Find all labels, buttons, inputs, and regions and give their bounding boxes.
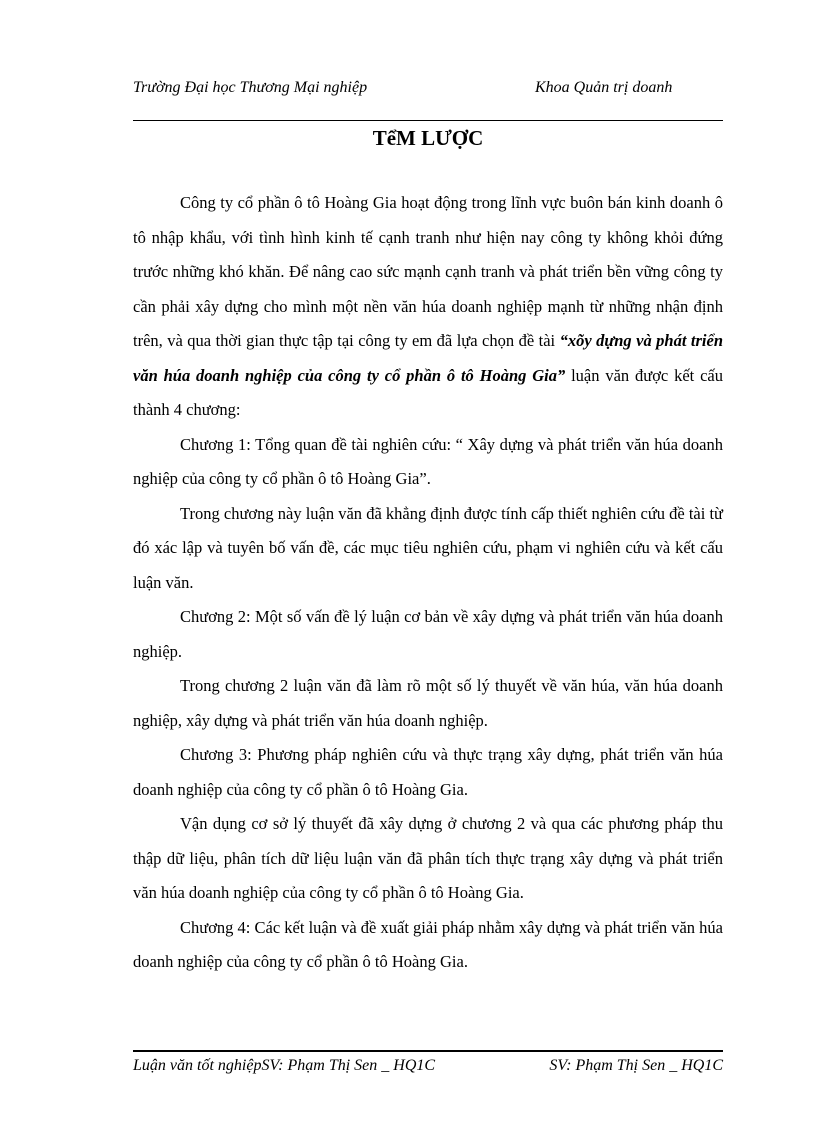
intro-tail: luận văn được kết cấu thành 4 chương: (133, 365, 723, 419)
footer-student: SV: Phạm Thị Sen _ HQ1C (549, 1057, 723, 1074)
paragraph-chapter-2: Chương 2: Một số vấn đề lý luận cơ bản về xây dựng và phát triển văn húa doanh nghiệp. (133, 607, 723, 661)
footer-divider (133, 1050, 723, 1052)
thesis-topic: “xõy dựng và phát triển văn húa doanh nghiệp của công ty cổ phần ô tô Hoàng Gia” (133, 331, 724, 385)
page-title: TểM LƯỢC (372, 126, 484, 150)
footer-thesis-author: Luận văn tốt nghiệpSV: Phạm Thị Sen _ HQ1C (133, 1057, 436, 1074)
header-faculty: Khoa Quản trị doanh (535, 79, 673, 96)
paragraph-chapter-2-summary: Trong chương 2 luận văn đã làm rõ một số lý thuyết về văn húa, văn húa doanh nghiệp, xây dựng và phát triển văn húa doanh nghiệp. (133, 676, 723, 730)
document-body (133, 186, 723, 980)
intro-text: Công ty cổ phần ô tô Hoàng Gia hoạt động trong lĩnh vực buôn bán kinh doanh ô tô nhập khẩu, với tình hình kinh tế cạnh tranh như hiện nay công ty không khỏi đứng trước những khó khăn. Để nâng cao sức mạnh cạnh tranh và phát triển bền vững công ty cần phải xây dựng cho mình một nền văn húa doanh nghiệp mạnh từ những nhận định trên, và qua thời gian thực tập tại công ty em đã lựa chọn đề tài (133, 193, 723, 350)
paragraph-intro (133, 186, 723, 428)
paragraph-chapter-3-summary: Vận dụng cơ sở lý thuyết đã xây dựng ở chương 2 và qua các phương pháp thu thập dữ liệu, phân tích dữ liệu luận văn đã phân tích thực trạng xây dựng và phát triển văn húa doanh nghiệp của công ty cổ phần ô tô Hoàng Gia. (133, 814, 723, 902)
header-divider (133, 120, 723, 121)
paragraph-chapter-4: Chương 4: Các kết luận và đề xuất giải pháp nhằm xây dựng và phát triển văn húa doanh nghiệp của công ty cổ phần ô tô Hoàng Gia. (133, 917, 724, 971)
paragraph-chapter-1: Chương 1: Tổng quan đề tài nghiên cứu: “ Xây dựng và phát triển văn húa doanh nghiệp của công ty cổ phần ô tô Hoàng Gia”. (133, 434, 723, 488)
paragraph-chapter-3: Chương 3: Phương pháp nghiên cứu và thực trạng xây dựng, phát triển văn húa doanh nghiệp của công ty cổ phần ô tô Hoàng Gia. (133, 745, 723, 799)
header-school: Trường Đại học Thương Mại nghiệp (133, 79, 368, 96)
paragraph-chapter-1-summary: Trong chương này luận văn đã khẳng định được tính cấp thiết nghiên cứu đề tài từ đó xác lập và tuyên bố vấn đề, các mục tiêu nghiên cứu, phạm vi nghiên cứu và kết cấu luận văn. (133, 503, 723, 592)
